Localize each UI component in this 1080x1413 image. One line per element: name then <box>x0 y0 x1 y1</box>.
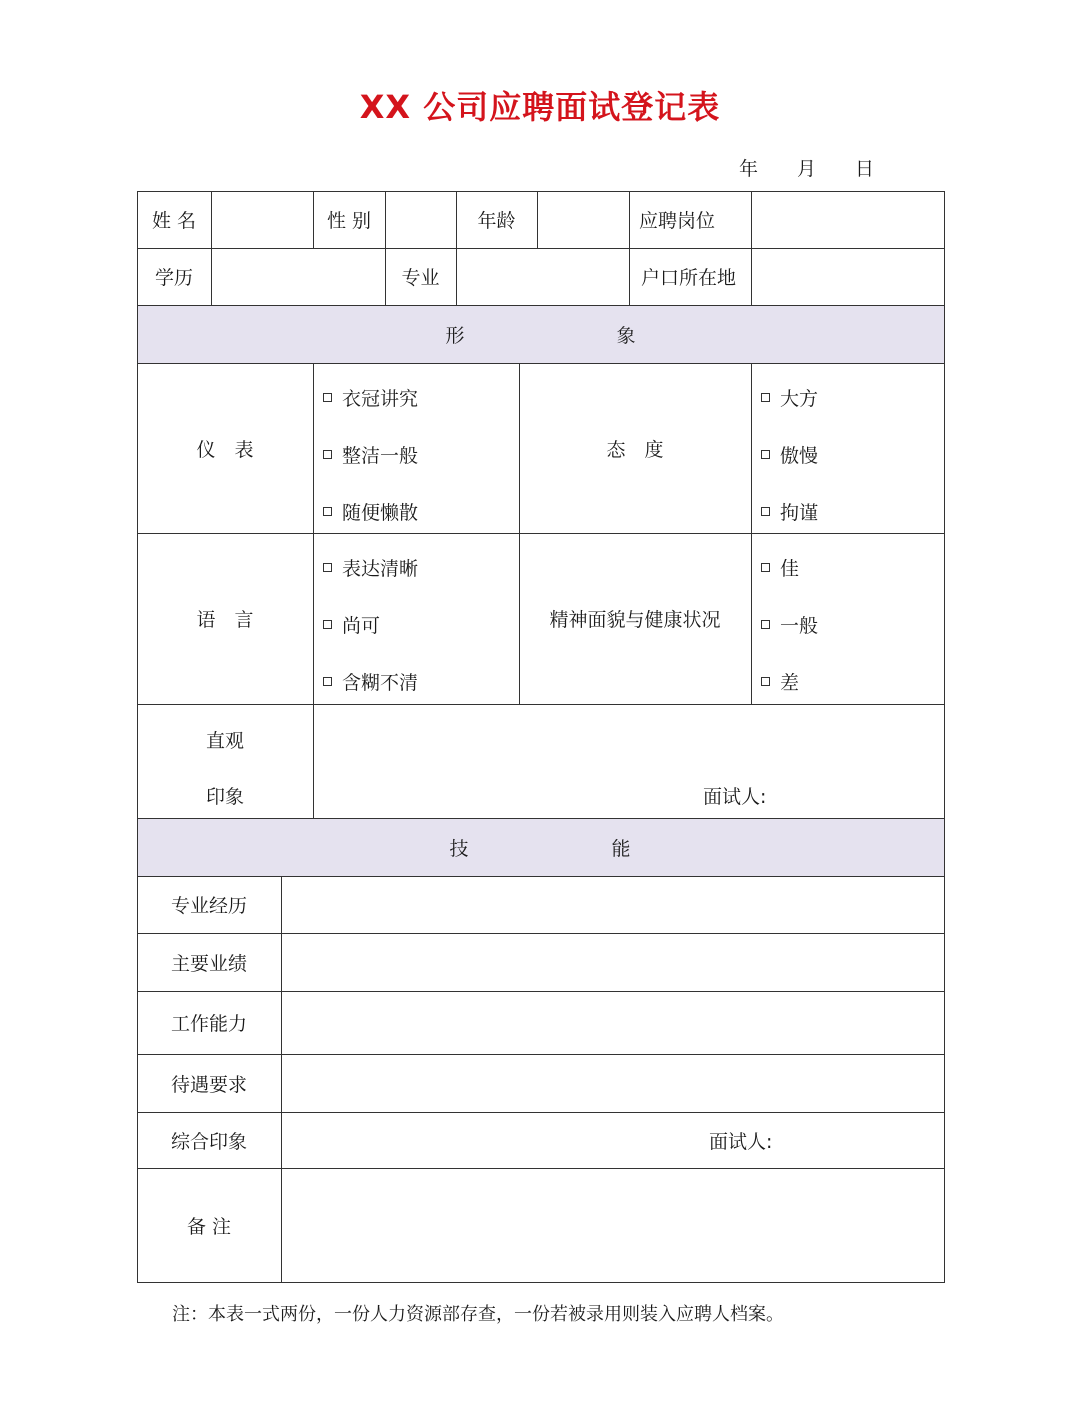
attitude-label: 态 度 <box>606 438 664 461</box>
skill-row-label: 综合印象 <box>170 1130 247 1153</box>
education-value-cell[interactable] <box>212 249 385 304</box>
skill-row-label: 专业经历 <box>170 895 247 917</box>
language-label: 语 言 <box>196 609 254 631</box>
skill-row-label: 主要业绩 <box>170 952 247 975</box>
name-value-cell[interactable] <box>212 192 312 247</box>
date-month-label: 月 <box>797 158 817 180</box>
impression-label-line2: 印象 <box>205 785 244 808</box>
skills-header-right: 能 <box>611 838 631 860</box>
skills-section-band <box>137 819 944 876</box>
health-option[interactable]: 差 <box>761 668 799 695</box>
skill-row-value[interactable] <box>282 1055 944 1112</box>
attitude-option[interactable]: 大方 <box>761 384 818 411</box>
date-year-label: 年 <box>739 158 759 180</box>
skill-row-value[interactable] <box>282 992 944 1054</box>
name-label: 姓 名 <box>151 210 197 232</box>
education-label: 学历 <box>154 267 193 289</box>
position-value-cell[interactable] <box>752 192 944 247</box>
date-day-label: 日 <box>855 158 875 180</box>
manner-option[interactable]: 整洁一般 <box>323 441 418 468</box>
date-line <box>0 154 1080 184</box>
remarks-value-cell[interactable] <box>282 1169 944 1282</box>
appearance-header-right: 象 <box>616 325 636 347</box>
skills-header-left: 技 <box>449 838 469 860</box>
checkbox-icon[interactable] <box>761 507 770 516</box>
skill-row-value[interactable] <box>282 877 944 933</box>
checkbox-icon[interactable] <box>323 393 332 402</box>
interview-form-table <box>137 191 944 1283</box>
health-options <box>761 533 941 704</box>
position-label: 应聘岗位 <box>639 210 716 232</box>
checkbox-icon[interactable] <box>761 450 770 459</box>
skill-row-label: 待遇要求 <box>170 1073 247 1096</box>
major-value-cell[interactable] <box>457 249 629 304</box>
checkbox-icon[interactable] <box>323 507 332 516</box>
skill-row-value[interactable] <box>282 1113 944 1168</box>
attitude-option[interactable]: 拘谨 <box>761 498 818 525</box>
health-option[interactable]: 佳 <box>761 554 799 581</box>
checkbox-icon[interactable] <box>323 620 332 629</box>
footer-note: 注：本表一式两份，一份人力资源部存查，一份若被录用则装入应聘人档案。 <box>172 1304 784 1325</box>
checkbox-icon[interactable] <box>761 677 770 686</box>
appearance-interviewer-label: 面试人: <box>703 785 767 808</box>
age-label: 年龄 <box>477 210 516 232</box>
gender-value-cell[interactable] <box>386 192 456 247</box>
manner-options <box>323 363 513 533</box>
hukou-label: 户口所在地 <box>641 267 737 289</box>
health-option[interactable]: 一般 <box>761 611 818 638</box>
skill-row-value[interactable] <box>282 934 944 991</box>
impression-label-line1: 直观 <box>205 729 244 752</box>
checkbox-icon[interactable] <box>761 620 770 629</box>
language-options <box>323 533 513 704</box>
skill-row-label: 工作能力 <box>170 1013 247 1035</box>
checkbox-icon[interactable] <box>323 677 332 686</box>
checkbox-icon[interactable] <box>323 563 332 572</box>
appearance-section-band <box>137 306 944 363</box>
manner-option[interactable]: 衣冠讲究 <box>323 384 418 411</box>
attitude-option[interactable]: 傲慢 <box>761 441 818 468</box>
language-option[interactable]: 表达清晰 <box>323 554 418 581</box>
manner-label: 仪 表 <box>196 438 254 461</box>
health-label: 精神面貌与健康状况 <box>549 609 721 631</box>
gender-label: 性 别 <box>326 210 372 232</box>
appearance-header-left: 形 <box>445 325 465 347</box>
attitude-options <box>761 363 941 533</box>
hukou-value-cell[interactable] <box>752 249 944 304</box>
language-option[interactable]: 含糊不清 <box>323 668 418 695</box>
checkbox-icon[interactable] <box>323 450 332 459</box>
manner-option[interactable]: 随便懒散 <box>323 498 418 525</box>
skills-interviewer-label: 面试人: <box>709 1130 773 1153</box>
impression-value-cell[interactable] <box>314 705 944 818</box>
major-label: 专业 <box>401 267 440 289</box>
remarks-label: 备 注 <box>186 1215 232 1238</box>
checkbox-icon[interactable] <box>761 393 770 402</box>
language-option[interactable]: 尚可 <box>323 611 380 638</box>
form-title: XX 公司应聘面试登记表 <box>359 88 721 126</box>
age-value-cell[interactable] <box>538 192 629 247</box>
checkbox-icon[interactable] <box>761 563 770 572</box>
